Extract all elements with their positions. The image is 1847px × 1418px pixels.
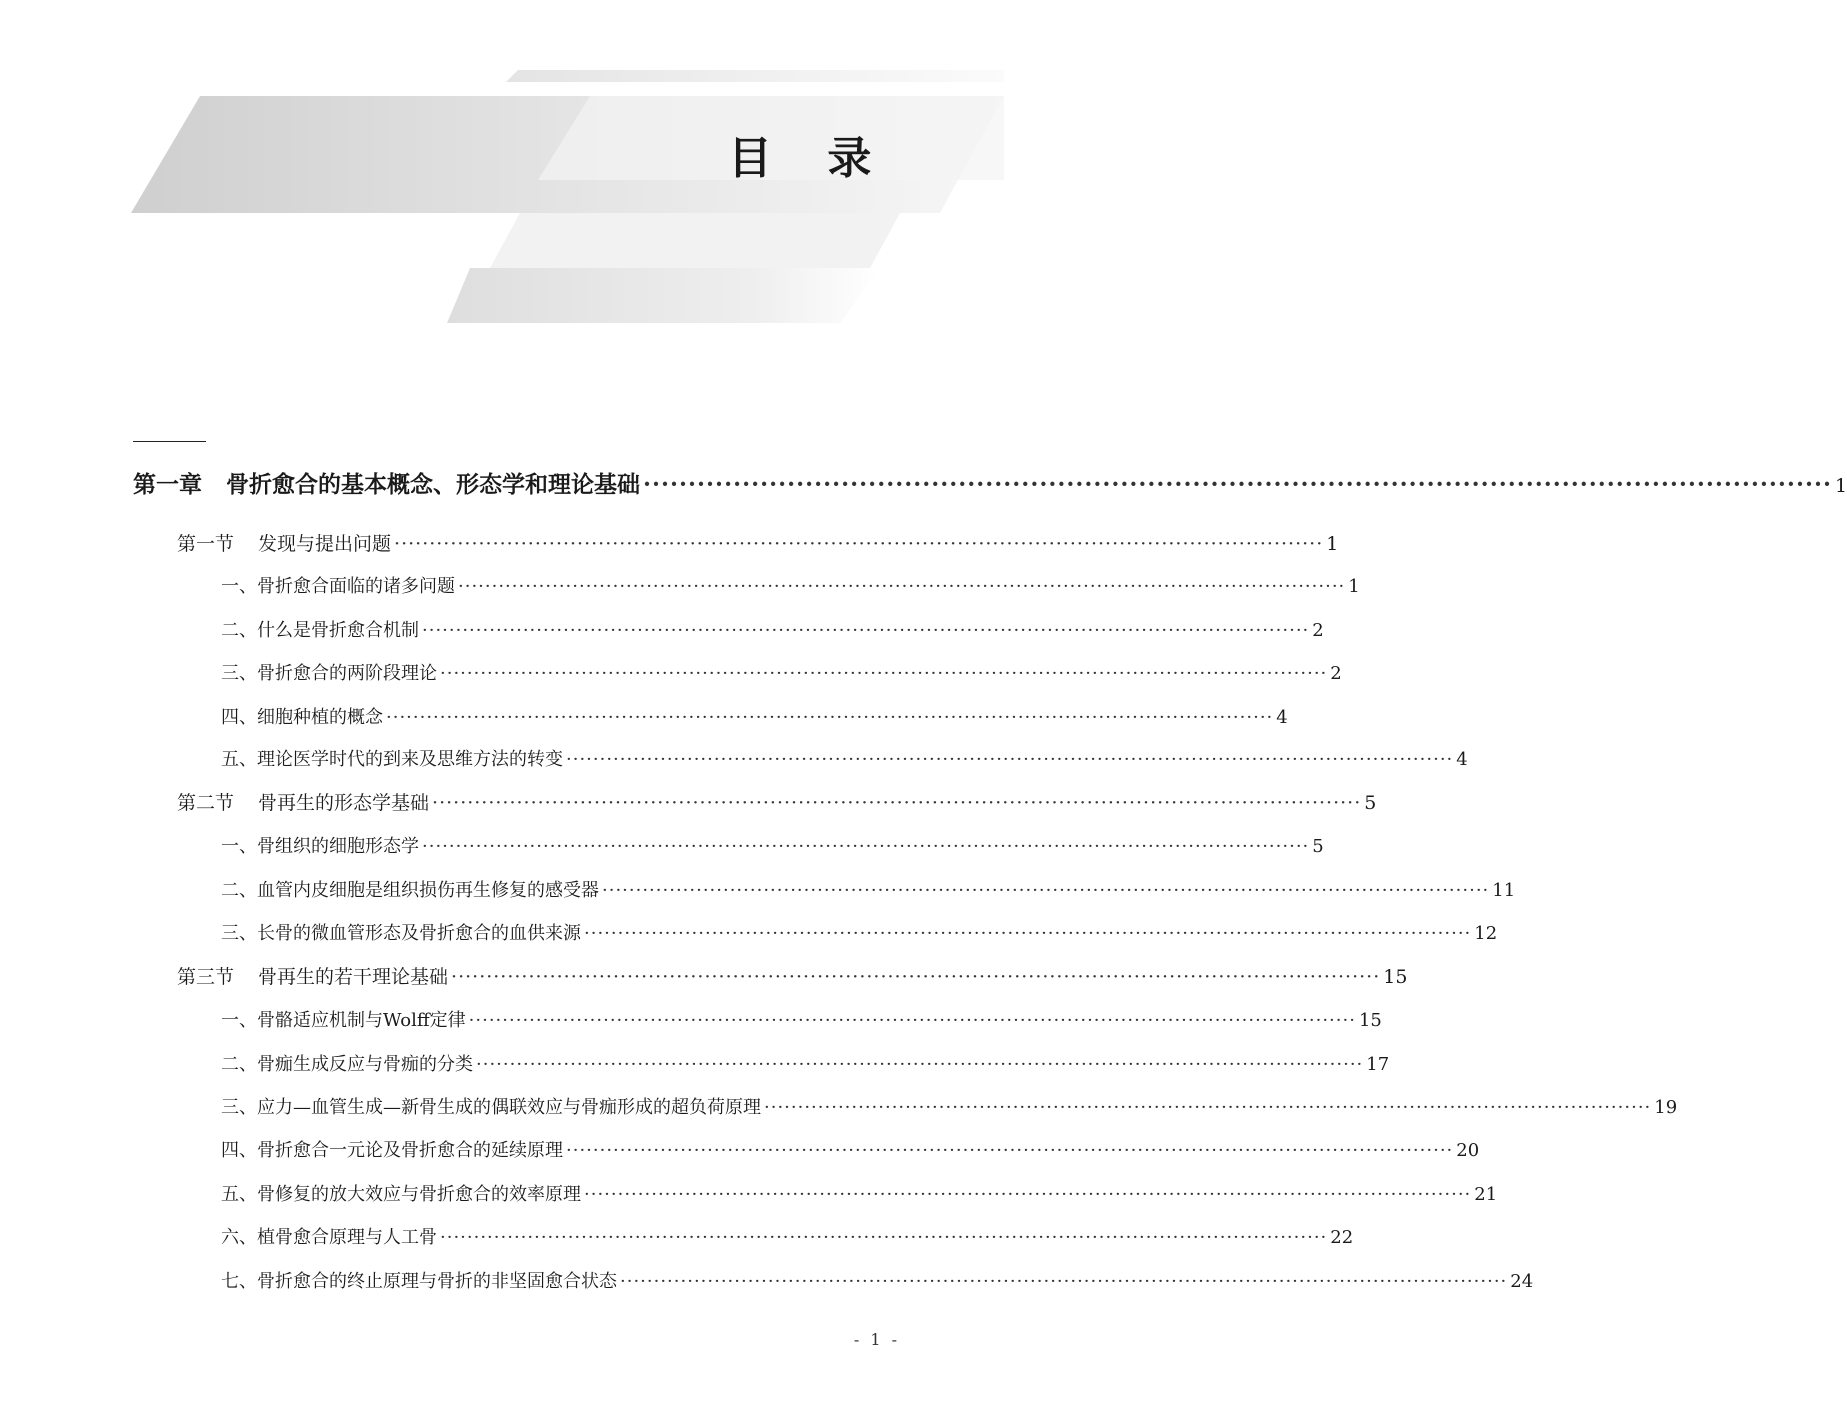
page-ref: 4 — [1276, 707, 1288, 728]
leader-dots: ···································································································································· — [451, 966, 1381, 988]
page-ref: 1 — [1326, 533, 1339, 555]
toc-item-label — [221, 1180, 581, 1206]
item-title: 三、长骨的微血管形态及骨折愈合的血供来源 — [221, 923, 581, 944]
page-ref: 17 — [1366, 1054, 1390, 1075]
page-title: 目 录 — [728, 133, 892, 184]
toc-item-label — [221, 1267, 617, 1293]
leader-dots: ···································································································································· — [584, 923, 1472, 944]
leader-dots: ···································································································································· — [566, 749, 1454, 770]
leader-dots: ···································································································································· — [602, 880, 1490, 901]
section-title: 发现与提出问题 — [258, 533, 392, 555]
page-ref: 15 — [1383, 966, 1408, 988]
item-title: 四、骨折愈合一元论及骨折愈合的延续原理 — [221, 1140, 563, 1161]
page-ref: 5 — [1364, 792, 1377, 814]
toc-item[interactable] — [221, 876, 1516, 902]
toc-item-label — [221, 745, 563, 771]
toc-item-label — [221, 919, 581, 945]
toc-item[interactable] — [221, 745, 1468, 771]
chapter-number: 第一章 — [133, 471, 202, 498]
toc-item-label — [221, 1050, 473, 1076]
toc-item[interactable] — [221, 1093, 1678, 1119]
page-ref: 1 — [1348, 576, 1360, 597]
toc-item-label — [221, 1136, 563, 1162]
toc-section-1[interactable] — [177, 529, 1339, 556]
item-title: 二、骨痂生成反应与骨痂的分类 — [221, 1054, 473, 1075]
item-title: 五、骨修复的放大效应与骨折愈合的效率原理 — [221, 1184, 581, 1205]
page-ref: 19 — [1654, 1097, 1678, 1118]
leader-dots: ···································································································································· — [440, 1227, 1328, 1248]
toc-item-label — [221, 876, 599, 902]
page-number: - 1 - — [853, 1330, 900, 1349]
leader-dots: ···································································································································· — [584, 1184, 1472, 1205]
chapter-title: 骨折愈合的基本概念、形态学和理论基础 — [226, 471, 640, 498]
item-title: 一、骨折愈合面临的诸多问题 — [221, 576, 455, 597]
page-ref: 2 — [1312, 620, 1324, 641]
toc-item[interactable] — [221, 919, 1498, 945]
item-title: 三、骨折愈合的两阶段理论 — [221, 663, 437, 684]
page-ref: 2 — [1330, 663, 1342, 684]
leader-dots: ···································································································································· — [422, 620, 1310, 641]
section-number: 第一节 — [177, 533, 235, 555]
leader-dots: ···································································································································· — [386, 707, 1274, 728]
toc-section-3[interactable] — [177, 962, 1408, 989]
toc-section-1-label — [177, 529, 391, 556]
toc-item[interactable] — [221, 1050, 1390, 1076]
toc-item-label — [221, 832, 419, 858]
page-ref: 4 — [1456, 749, 1468, 770]
leader-dots: ···································································································································· — [468, 1010, 1356, 1031]
page-ref: 24 — [1510, 1271, 1534, 1292]
leader-dots: ···································································································································· — [643, 471, 1832, 498]
page-ref: 12 — [1474, 923, 1498, 944]
toc-chapter-1-label — [133, 466, 640, 499]
section-number: 第二节 — [177, 792, 235, 814]
item-title: 四、细胞种植的概念 — [221, 707, 383, 728]
leader-dots: ···································································································································· — [764, 1097, 1652, 1118]
toc-item-label — [221, 616, 419, 642]
toc-item[interactable] — [221, 703, 1288, 729]
item-title: 二、什么是骨折愈合机制 — [221, 620, 419, 641]
leader-dots: ···································································································································· — [432, 792, 1362, 814]
toc-item[interactable] — [221, 616, 1324, 642]
toc-item[interactable] — [221, 1136, 1480, 1162]
item-title: 一、骨骼适应机制与Wolff定律 — [221, 1010, 466, 1031]
item-title: 七、骨折愈合的终止原理与骨折的非坚固愈合状态 — [221, 1271, 617, 1292]
page-ref: 21 — [1474, 1184, 1498, 1205]
section-title: 骨再生的形态学基础 — [258, 792, 430, 814]
page-ref: 1 — [1834, 475, 1847, 497]
toc-item[interactable] — [221, 832, 1324, 858]
page-ref: 5 — [1312, 836, 1324, 857]
page-ref: 11 — [1492, 880, 1516, 901]
page-ref: 15 — [1358, 1010, 1382, 1031]
item-title: 一、骨组织的细胞形态学 — [221, 836, 419, 857]
toc-section-2-label — [177, 788, 429, 815]
divider — [133, 441, 206, 442]
leader-dots: ···································································································································· — [422, 836, 1310, 857]
toc-chapter-1[interactable] — [133, 466, 1847, 499]
toc-item-label — [221, 703, 383, 729]
toc-item[interactable] — [221, 1267, 1534, 1293]
leader-dots: ···································································································································· — [458, 576, 1346, 597]
leader-dots: ···································································································································· — [620, 1271, 1508, 1292]
leader-dots: ···································································································································· — [440, 663, 1328, 684]
leader-dots: ···································································································································· — [394, 533, 1324, 555]
page-ref: 20 — [1456, 1140, 1480, 1161]
item-title: 二、血管内皮细胞是组织损伤再生修复的感受器 — [221, 880, 599, 901]
item-title: 三、应力—血管生成—新骨生成的偶联效应与骨痂形成的超负荷原理 — [221, 1097, 761, 1118]
toc-item[interactable] — [221, 572, 1360, 598]
toc-item[interactable] — [221, 1223, 1354, 1249]
toc-item[interactable] — [221, 659, 1342, 685]
leader-dots: ···································································································································· — [476, 1054, 1364, 1075]
toc-section-2[interactable] — [177, 788, 1377, 815]
section-number: 第三节 — [177, 966, 235, 988]
page-ref: 22 — [1330, 1227, 1354, 1248]
toc-item-label — [221, 1093, 761, 1119]
section-title: 骨再生的若干理论基础 — [258, 966, 449, 988]
toc-item-label — [221, 659, 437, 685]
toc-item-label — [221, 1223, 437, 1249]
toc-item[interactable] — [221, 1006, 1382, 1032]
leader-dots: ···································································································································· — [566, 1140, 1454, 1161]
toc-item-label — [221, 572, 455, 598]
item-title: 六、植骨愈合原理与人工骨 — [221, 1227, 437, 1248]
toc-item-label — [221, 1006, 466, 1032]
toc-item[interactable] — [221, 1180, 1498, 1206]
toc-section-3-label — [177, 962, 448, 989]
item-title: 五、理论医学时代的到来及思维方法的转变 — [221, 749, 563, 770]
